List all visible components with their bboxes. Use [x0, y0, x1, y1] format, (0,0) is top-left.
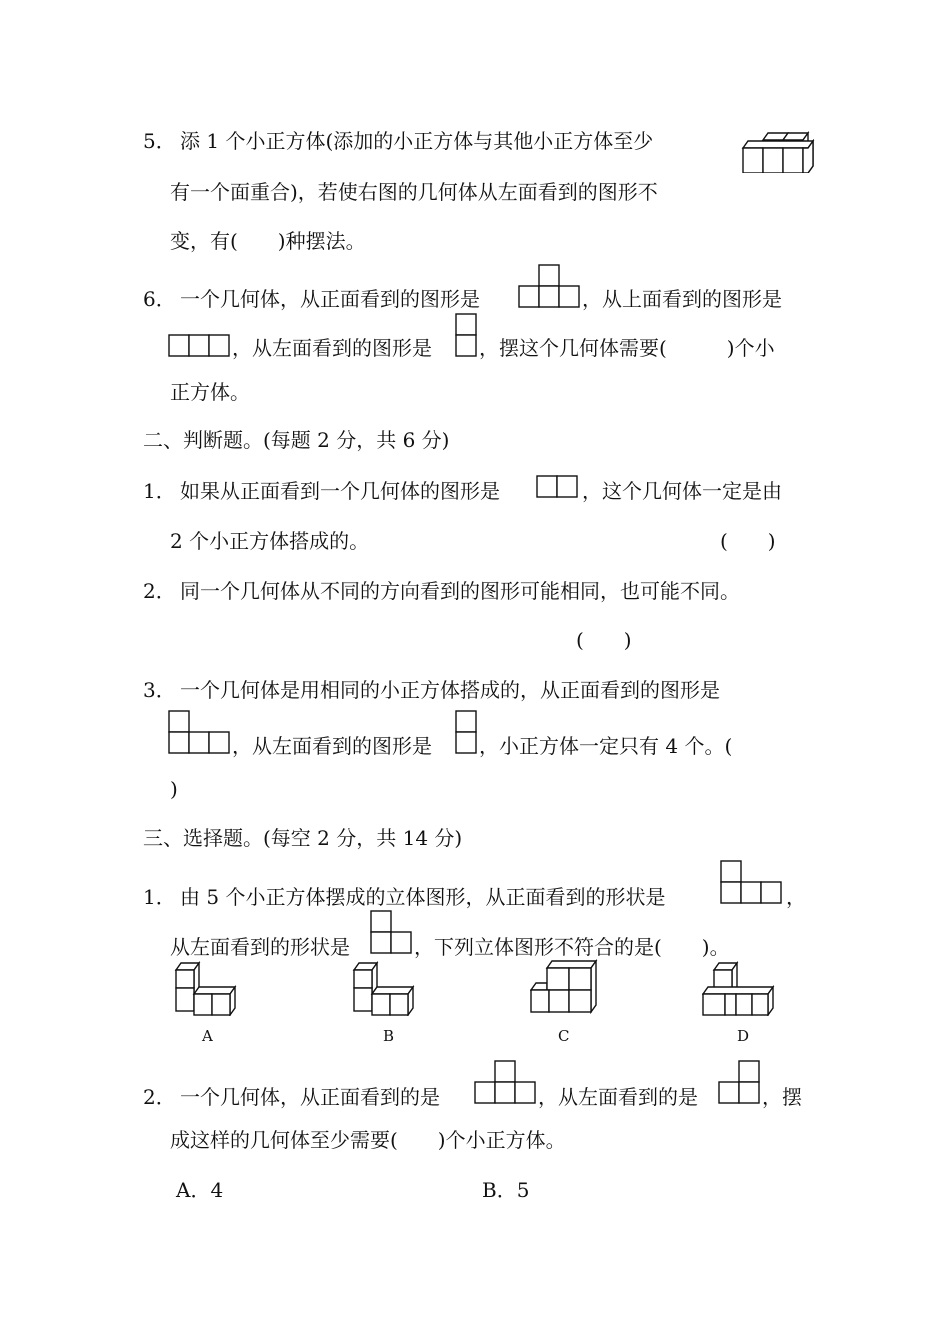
choice-q2-number: 2．	[143, 1085, 176, 1109]
judge-q3-line2b: ，小正方体一定只有 4 个。(	[479, 734, 733, 758]
choice-q2-left-view-icon	[718, 1060, 762, 1106]
judge-q3-line3: )	[170, 777, 178, 801]
q5-solid-figure	[740, 128, 820, 173]
judge-q3-number: 3．	[143, 678, 176, 702]
choice-q1-option-b-figure[interactable]	[350, 960, 420, 1016]
q5-number: 5．	[143, 129, 176, 153]
choice-q2-line1c: ，摆	[762, 1085, 802, 1109]
choice-q1-option-d-figure[interactable]	[702, 960, 780, 1016]
q6-line2a: ，从左面看到的图形是	[232, 336, 432, 360]
judge-q1-number: 1．	[143, 479, 176, 503]
choice-q2-line1a: 一个几何体，从正面看到的是	[180, 1085, 440, 1109]
choice-q1-line1b: ，	[786, 885, 806, 909]
q5-line3: 变，有( )种摆法。	[170, 229, 366, 253]
q5-line1: 添 1 个小正方体(添加的小正方体与其他小正方体至少	[180, 129, 654, 153]
choice-q2-option-b[interactable]: B．5	[482, 1178, 530, 1202]
choice-q1-left-view-icon	[370, 910, 414, 956]
judge-heading: 二、判断题。(每题 2 分，共 6 分)	[143, 428, 450, 452]
choice-q1-number: 1．	[143, 885, 176, 909]
choice-q2-option-a[interactable]: A．4	[176, 1178, 224, 1202]
q6-line3: 正方体。	[170, 380, 250, 404]
judge-q3-front-view-icon	[168, 710, 232, 756]
judge-q2-number: 2．	[143, 579, 176, 603]
choice-q1-option-a-label: A	[202, 1027, 213, 1045]
judge-q3-line1: 一个几何体是用相同的小正方体搭成的，从正面看到的图形是	[180, 678, 720, 702]
judge-q2-line1: 同一个几何体从不同的方向看到的图形可能相同，也可能不同。	[180, 579, 740, 603]
q6-number: 6．	[143, 287, 176, 311]
q6-left-view-icon	[455, 313, 479, 359]
choice-q1-line2a: 从左面看到的形状是	[170, 935, 350, 959]
choice-heading: 三、选择题。(每空 2 分，共 14 分)	[143, 826, 463, 850]
q6-top-view-icon	[168, 333, 232, 359]
choice-q2-line1b: ，从左面看到的是	[538, 1085, 698, 1109]
q5-line2: 有一个面重合)，若使右图的几何体从左面看到的图形不	[170, 180, 658, 204]
judge-q1-answer-paren[interactable]: ( )	[720, 529, 776, 553]
judge-q3-line2a: ，从左面看到的图形是	[232, 734, 432, 758]
choice-q2-line2: 成这样的几何体至少需要( )个小正方体。	[170, 1128, 566, 1152]
choice-q1-option-a-figure[interactable]	[172, 960, 242, 1016]
choice-q1-option-c-label: C	[558, 1027, 570, 1045]
q6-line1a: 一个几何体，从正面看到的图形是	[180, 287, 480, 311]
q6-line1b: ，从上面看到的图形是	[582, 287, 782, 311]
choice-q1-front-view-icon	[720, 860, 786, 906]
q6-line2b: ，摆这个几何体需要( )个小	[479, 336, 775, 360]
judge-q1-front-view-icon	[536, 474, 580, 500]
judge-q3-left-view-icon	[455, 710, 479, 756]
choice-q1-option-b-label: B	[383, 1027, 395, 1045]
judge-q1-line1a: 如果从正面看到一个几何体的图形是	[180, 479, 500, 503]
choice-q1-option-c-figure[interactable]	[530, 958, 602, 1014]
choice-q2-front-view-icon	[474, 1060, 540, 1106]
judge-q2-answer-paren[interactable]: ( )	[576, 628, 632, 652]
choice-q1-line1a: 由 5 个小正方体摆成的立体图形，从正面看到的形状是	[180, 885, 666, 909]
q6-front-view-icon	[518, 264, 582, 310]
judge-q1-line2: 2 个小正方体搭成的。	[170, 529, 370, 553]
choice-q1-option-d-label: D	[737, 1027, 750, 1045]
judge-q1-line1b: ，这个几何体一定是由	[582, 479, 782, 503]
choice-q1-line2b: ，下列立体图形不符合的是( )。	[414, 935, 730, 959]
